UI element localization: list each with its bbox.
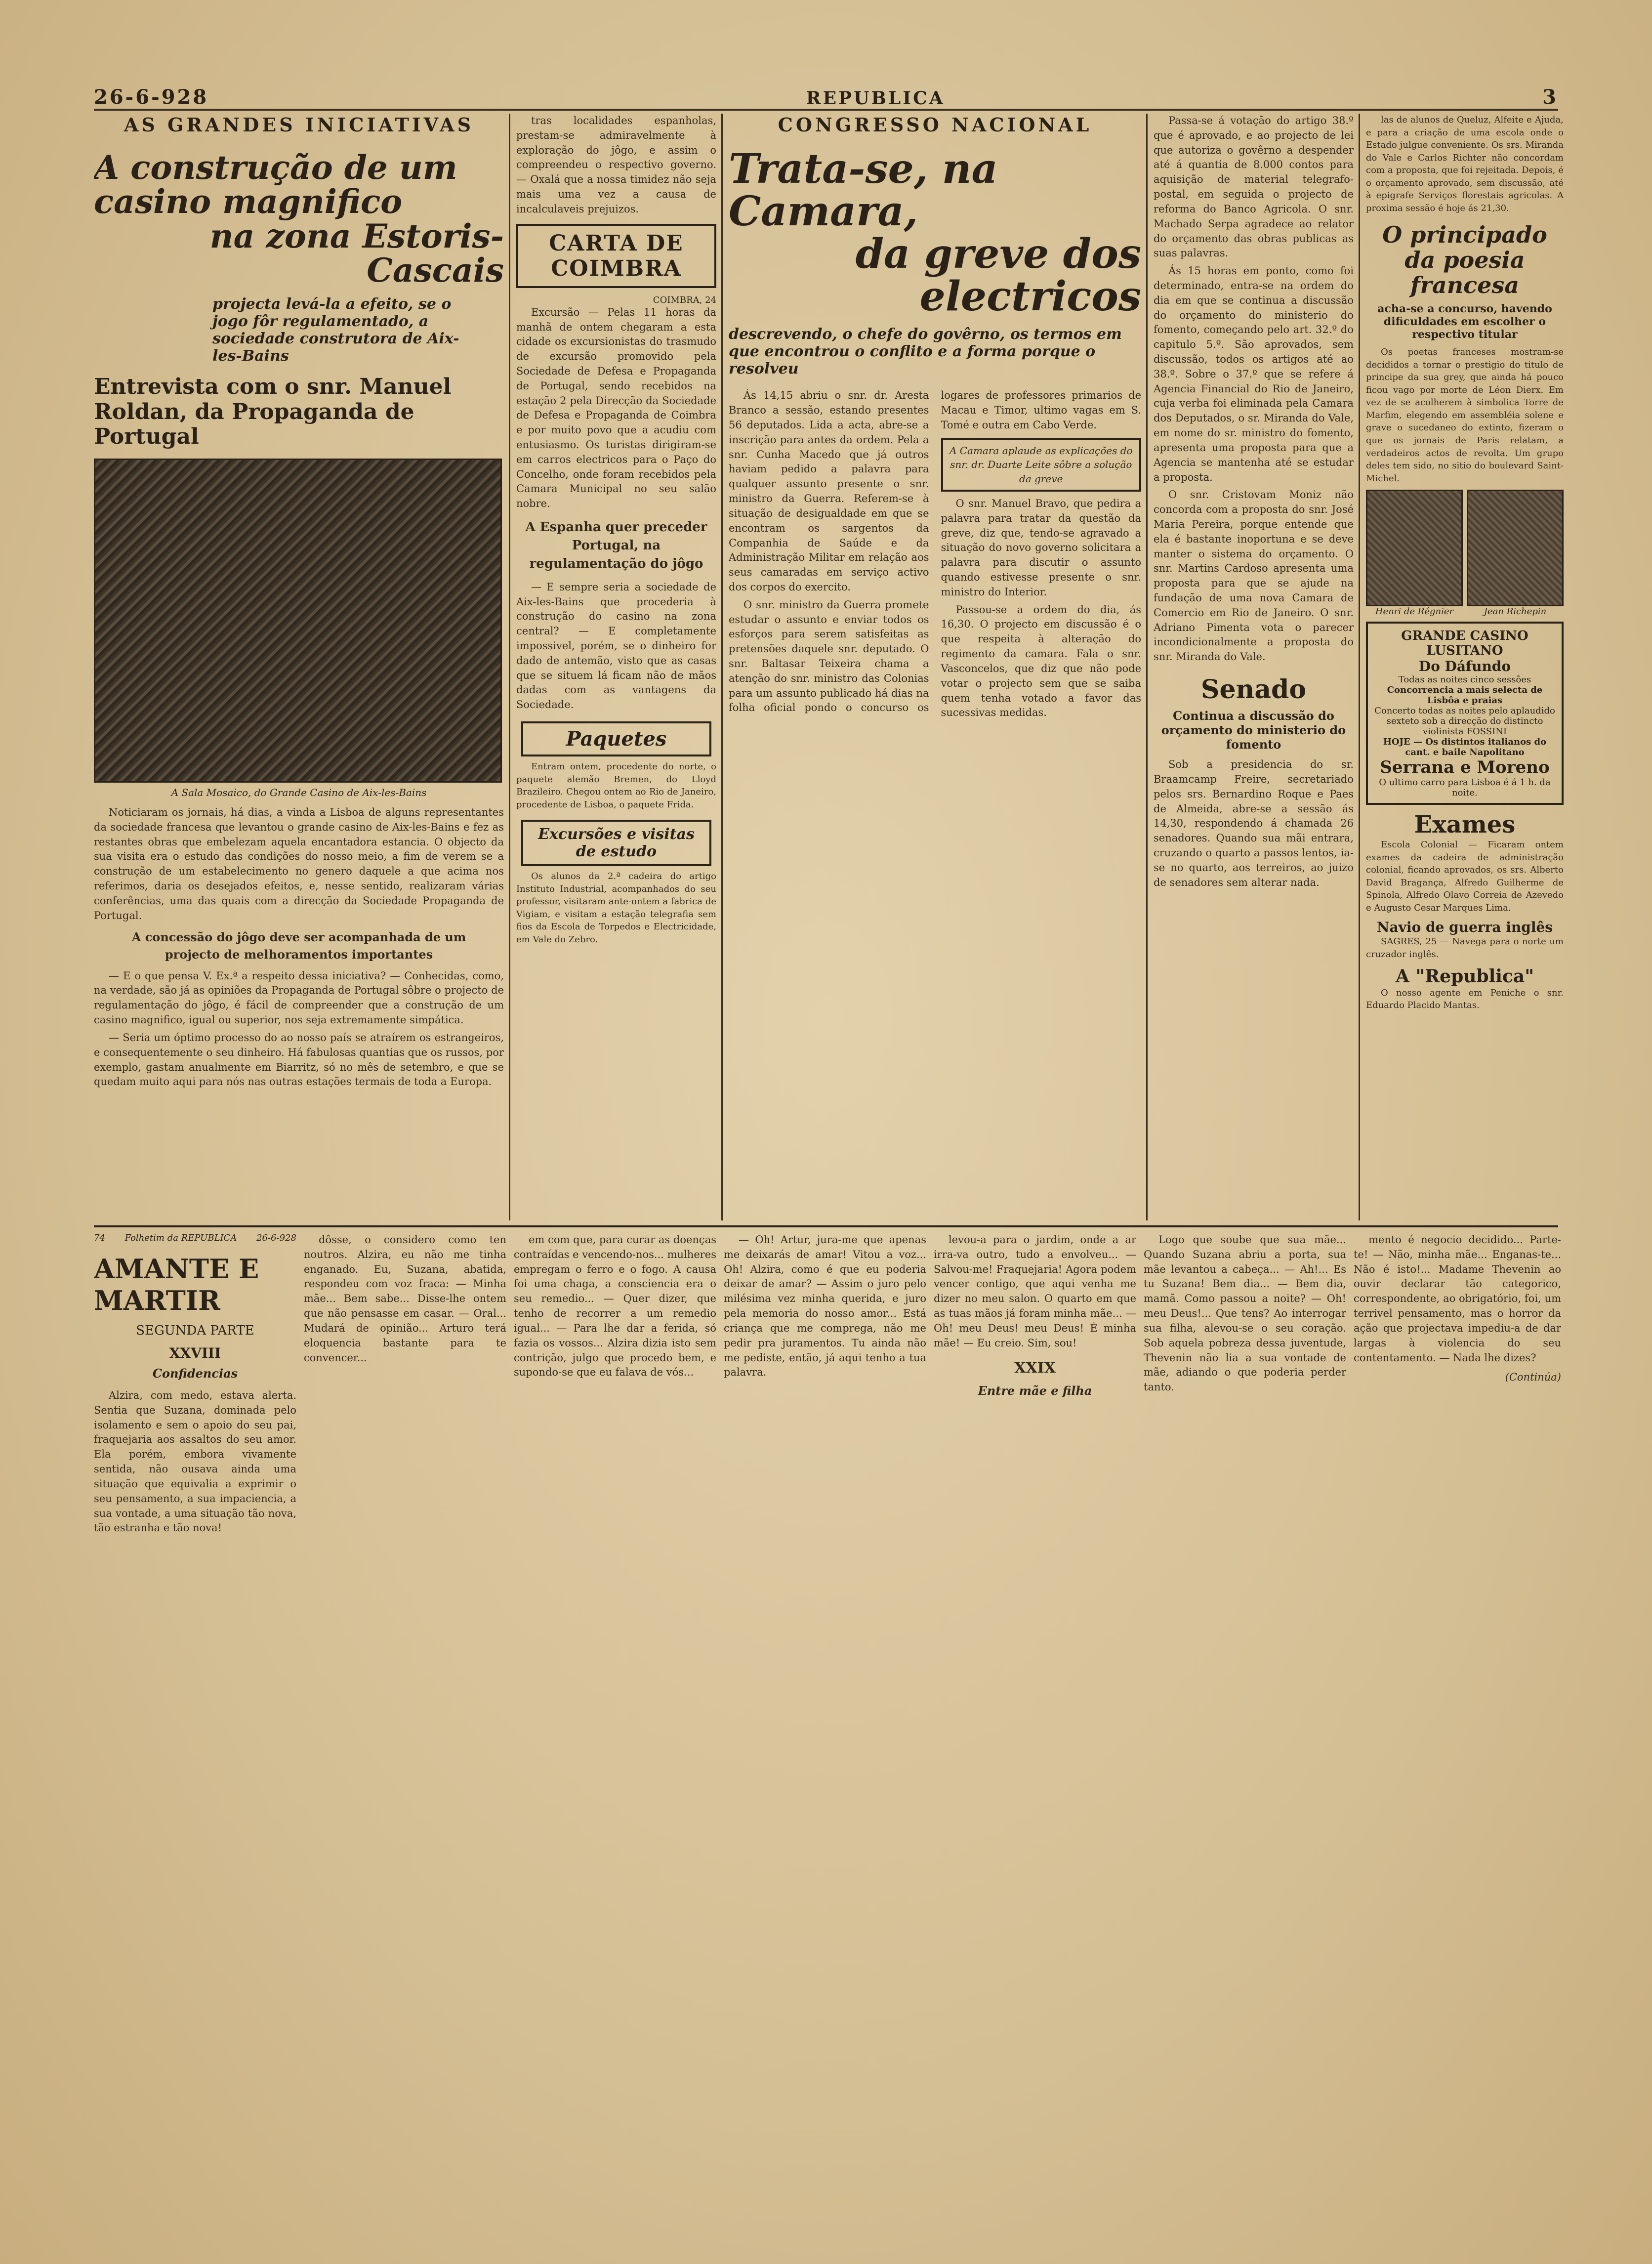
subhead: A concessão do jôgo deve ser acompanhada de um projecto de melhoramentos importantes: [131, 930, 466, 962]
folhetim-col-1: [94, 1233, 296, 1539]
column-rule: [721, 114, 723, 1220]
ad-line: Concorrencia a mais selecta de Lisbôa e praias: [1387, 685, 1543, 706]
folhetim-part: SEGUNDA PARTE: [136, 1323, 254, 1338]
senado-deck: Continua a discussão do orçamento do ministerio do fomento: [1161, 709, 1346, 752]
ad-title: GRANDE CASINO LUSITANO: [1401, 629, 1528, 659]
paragraph: Logo que soube que sua mãe... Quando Suzana abriu a porta, sua mãe levantou a cabeça... — Ah!... Es tu Suzana! Bem dia... — Bem dia, mamã. Como passou a noite? — Oh! meu Deus!... Que tens? Ao interrogar sua filha, alevou-se o seu coração. Sob aquela pobreza dessa juventude, Thevenin não lia a sua vontade de mãe, adiando o que poderia perder tanto.: [1144, 1234, 1346, 1393]
column-congresso: [729, 114, 1141, 1220]
column-rule: [1146, 114, 1148, 1220]
portrait-right: [1467, 490, 1564, 617]
subhead: A Espanha quer preceder Portugal, na regulamentação do jôgo: [525, 520, 707, 571]
paragraph: dôsse, o considero como ten noutros. Alzira, eu não me tinha enganado. Eu, Suzana, abatida, respondeu com voz fraca: — Minha mãe... Bem sabe... Disse-lhe ontem que não pensasse em casar. — Oral... Mudará de opinião... Arturo terá eloquencia bastante para te convencer...: [304, 1234, 506, 1364]
ad-line: Concerto todas as noites pelo aplaudido sexteto sob a direcção do distincto violinista FOSSINI: [1374, 706, 1555, 737]
paragraph: tras localidades espanholas, prestam-se admiravelmente à exploração do jôgo, e assim o compreendeu o respectivo governo. — Oxalá que a nossa timidez não seja mais uma vez a causa de incalculaveis prejuizos.: [516, 115, 716, 215]
paragraph: — E sempre seria a sociedade de Aix-les-Bains que procederia à construção do casino na zona central? — E completamente impossivel, porém, se o dinheiro for dado de antemão, visto que as casas que se situem lá ficam não de mãos dadas com as vantagens da Sociedade.: [516, 581, 716, 711]
folhetim-col-5: [934, 1233, 1136, 1403]
headline-line-1: Trata-se, na Camara,: [729, 145, 998, 236]
folhetim-chapter-2: XXIX: [1014, 1359, 1056, 1377]
paragraph: levou-a para o jardim, onde a ar irra-va outro, tudo a envolveu... — Salvou-me! Fraquejaria! Agora podem vencer contigo, que aqui venha me dizer no meu salon. O quarto em que as tuas mãos já foram minha mãe... — Oh! meu Deus! meu Deus! É minha mãe! — Eu creio. Sim, sou!: [934, 1234, 1136, 1349]
paragraph: — Seria um óptimo processo do ao nosso país se atraírem os estrangeiros, e consequentemente o seu dinheiro. Há fabulosas quantias que os russos, por exemplo, gastam anualmente em Biarritz, só no mês de setembro, e que se quedam muito aqui para nós nas outras estações termais de toda a Europa.: [94, 1031, 504, 1088]
paragraph: Entram ontem, procedente do norte, o paquete alemão Bremen, do Lloyd Brazileiro. Chegou ontem ao Rio de Janeiro, procedente de Lisboa, o paquete Frida.: [516, 761, 716, 810]
paragraph: Sob a presidencia do sr. Braamcamp Freire, secretariado pelos srs. Bernardino Roque e Paes de Almeida, abre-se a sessão ás 14,30, respondendo á chamada 26 senadores. Quando sua mãi entrara, cruzando o quarto a passos lentos, ia-se no quarto, aos terreiros, ao juizo de senadores sem alterar nada.: [1154, 758, 1354, 888]
paragraph: Excursão — Pelas 11 horas da manhã de ontem chegaram a esta cidade os excursionistas do trasmudo de excursão promovido pela Sociedade de Defesa e Propaganda de Portugal, sendo recebidos na estação 2 pela Direcção da Sociedade de Defesa e Propaganda de Coimbra e por muito povo que a acudiu com entusiasmo. Os turistas dirigiram-se em carros electricos para o Paço do Concelho, onde foram recebidos pela Camara Municipal no seu salão nobre.: [516, 306, 716, 510]
folhetim-header: [94, 1233, 296, 1243]
section-heading: AS GRANDES INICIATIVAS: [124, 114, 474, 136]
paragraph: mento é negocio decidido... Parte-te! — Não, minha mãe... Enganas-te... Não é isto!... Madame Thevenin ao ouvir declarar tão categorico, correspondente, ao obrigatório, foi, um terrivel pensamento, mas o horror da ação que projectava impediu-a de dar largas à violencia do seu contentamento. — Nada lhe dizes?: [1354, 1234, 1561, 1364]
ad-subtitle: Do Dáfundo: [1418, 658, 1511, 675]
paragraph: O snr. ministro da Guerra promete estudar o assunto e enviar todos os esforços para serem satisfeitas as pretensões daquele snr. deputado. O snr. Baltasar Teixeira chama a atenção do snr. ministro das Colonias para um assunto publicado há dias na folha oficial pondo o concurso os logares de professores primarios de Macau e Timor, ultimo vagas em S. Tomé e outra em Cabo Verde.: [729, 389, 1141, 714]
paragraph: SAGRES, 25 — Navega para o norte um cruzador inglês.: [1366, 936, 1564, 960]
paragraph: las de alunos de Queluz, Alfeite e Ajuda, e para a criação de uma escola onde o Estado julgue conveniente. Os srs. Miranda do Vale e Carlos Richter não concordam com a proposta, que foi rejeitada. Depois, é o orçamento aprovado, sem discussão, até à epigrafe Serviços florestais agricolas. A proxima sessão é hoje ás 21,30.: [1366, 115, 1564, 213]
headline-line-1: A construção de um casino magnifico: [94, 148, 457, 221]
masthead-date: 26-6-928: [94, 85, 209, 109]
paragraph: O nosso agente em Peniche o snr. Eduardo Placido Mantas.: [1366, 987, 1564, 1011]
column-casino-article: [94, 114, 504, 1220]
folhetim-number: 74: [94, 1233, 105, 1243]
exames-title: Exames: [1414, 811, 1516, 839]
headline-line-2: da greve dos electricos: [855, 230, 1141, 321]
deck: descrevendo, o chefe do govêrno, os termos em que encontrou o conflito e a forma porque o resolveu: [729, 326, 1122, 378]
paragraph: Ás 15 horas em ponto, como foi determinado, entra-se na ordem do dia em que se continua a discussão do orçamento do ministerio do fomento, começando pelo art. 32.º do capitulo 5.º. São aprovados, sem discussão, todos os artigos até ao 38.º. Sobre o 37.º que se refere á Agencia Financial do Rio de Janeiro, cuja verba foi eliminada pela Camara dos Deputados, o sr. Miranda do Vale, em nome do sr. ministro do fomento, apresenta uma proposta para que a Agencia se mantenha até se estudar a proposta.: [1154, 265, 1354, 483]
carta-title: CARTA DE COIMBRA: [549, 230, 684, 281]
portrait-caption: Henri de Régnier: [1375, 606, 1454, 617]
casino-advert: [1366, 622, 1564, 805]
paquetes-title: Paquetes: [566, 727, 667, 751]
folhetim-col-6: [1144, 1233, 1346, 1398]
continua-note: (Continúa): [1505, 1371, 1561, 1384]
senado-title: Senado: [1200, 674, 1307, 705]
excursoes-box: [521, 820, 711, 866]
box-caption: A Camara aplaude as explicações do snr. dr. Duarte Leite sôbre a solução da greve: [941, 438, 1142, 492]
column-coimbra: [516, 114, 716, 1220]
portrait-photo: [1467, 490, 1564, 606]
carta-title-box: [516, 224, 716, 288]
folhetim-col-7: [1354, 1233, 1561, 1385]
ad-line: HOJE — Os distintos italianos do cant. e baile Napolitano: [1383, 737, 1547, 758]
paragraph: Os alunos da 2.ª cadeira do artigo Instituto Industrial, acompanhados do seu professor, visitaram ante-ontem a fabrica de Vigiam, e visitam a estação telegrafia sem fios da Escola de Torpedos e Electricidade, em Vale do Zebro.: [516, 871, 716, 945]
portrait-photo: [1366, 490, 1463, 606]
folhetim-title: AMANTE E MARTIR: [94, 1253, 259, 1316]
paragraph: Noticiaram os jornais, há dias, a vinda a Lisboa de alguns representantes da sociedade francesa que levantou o grande casino de Aix-les-Bains e fez as restantes obras que embelezam aquela encantadora estancia. O objecto da sua visita era o estudo das condições do nosso meio, a fim de verem se a construção de um estabelecimento no genero daquele a que acima nos referimos, daria os desejados efeitos, e, nesse sentido, realizaram várias conferências, uma das quais com a direcção da Sociedade Propaganda de Portugal.: [94, 806, 504, 922]
paragraph: O snr. Manuel Bravo, que pedira a palavra para tratar da questão da greve, diz que, tendo-se agravado a situação do novo governo solicitara a palavra para discutir o assunto quando estivesse presente o snr. ministro do Interior.: [941, 497, 1141, 598]
column-rule: [1359, 114, 1360, 1220]
column-poesia: [1366, 114, 1564, 1220]
portrait-caption: Jean Richepin: [1484, 606, 1547, 617]
masthead-page-number: 3: [1542, 85, 1558, 109]
masthead-title: REPUBLICA: [806, 88, 945, 109]
casino-photo: [94, 459, 502, 783]
headline-line-2: na zona Estoris-Cascais: [209, 216, 504, 290]
paragraph: — E o que pensa V. Ex.ª a respeito dessa iniciativa? — Conhecidas, como, na verdade, são já as opiniões da Propaganda de Portugal sôbre o projecto de regulamentação do jôgo, é fácil de compreender que a construção de um casino magnifico, igual ou superior, nos seja extremamente simpática.: [94, 969, 504, 1026]
paragraph: em com que, para curar as doenças contraídas e vencendo-nos... mulheres empregam o ferro e o fogo. A causa foi uma chaga, a consciencia era o seu remedio... — Quer dizer, que tenho de recorrer a um remedio igual... — Para lhe dar a ferida, só fazia os vossos... Alzira dizia isto sem contrição, julgo que procedo bem, e supondo-se que eu falava de vós...: [514, 1234, 716, 1379]
photo-caption: A Sala Mosaico, do Grande Casino de Aix-les-Bains: [171, 786, 427, 798]
ad-stars: Serrana e Moreno: [1380, 757, 1550, 778]
column-camara-senado: [1154, 114, 1354, 1220]
folhetim-divider: [94, 1225, 1558, 1227]
paragraph: Ás 14,15 abriu o snr. dr. Aresta Branco a sessão, estando presentes 56 deputados. Lida a acta, abre-se a inscrição para antes da ordem. Pela a snr. Cunha Macedo que já outros haviam pedido a palavra para qualquer assunto presente o snr. ministro da Guerra. Referem-se à situação de desigualdade em que se encontram os sargentos da Companhia de Saúde e da Administração Militar em relação aos seus camaradas em serviço activo dos corpos do exercito.: [729, 389, 929, 593]
folhetim-section: [94, 1233, 1564, 2172]
folhetim-col-4: [724, 1233, 926, 1383]
paragraph: Escola Colonial — Ficaram ontem exames da cadeira de administração colonial, ficando aprovados, os srs. Alberto David Bragança, Alfredo Guilherme de Spinola, Alfredo Olavo Correia de Azevedo e Augusto Cesar Marques Lima.: [1366, 839, 1564, 913]
masthead: [94, 74, 1558, 111]
paragraph: Alzira, com medo, estava alerta. Sentia que Suzana, dominada pelo isolamento e sem o apoio do seu pai, fraquejaria aos assaltos do seu amor. Ela porém, embora vivamente sentida, não ousava ainda uma situação que equivalia a exprimir o seu pensamento, a sua impaciencia, a sua vontade, a uma situação tão nova, tão estranha e tão nova!: [94, 1389, 296, 1534]
folhetim-date: 26-6-928: [256, 1233, 296, 1243]
paragraph: O snr. Cristovam Moniz não concorda com a proposta do snr. José Maria Pereira, porque entende que ela é bastante inoportuna e se deve manter o sistema do orçamento. O snr. Martins Cardoso apresenta uma proposta para que se ajude na fundação de uma nova Camara de Comercio em Rio de Janeiro. O snr. Adriano Pimenta vota o parecer incondicionalmente a proposta do snr. Miranda do Vale.: [1154, 489, 1354, 663]
paragraph: Passa-se á votação do artigo 38.º que é aprovado, e ao projecto de lei que autoriza o govêrno a despender até á quantia de 8.000 contos para aquisição de material telegrafo-postal, em seguida o projecto de reforma do Banco Agricola. O snr. Machado Serpa agradece ao relator do orçamento das obras publicas as suas palavras.: [1154, 115, 1354, 259]
poesia-title: O principado da poesia francesa: [1382, 221, 1547, 298]
ad-line: Todas as noites cinco sessões: [1398, 674, 1531, 685]
section-heading: CONGRESSO NACIONAL: [778, 114, 1092, 136]
republica-title: A "Republica": [1396, 965, 1534, 987]
paragraph: Os poetas franceses mostram-se decididos a tornar o prestigio do titulo de principe da sua grey, que ainda há pouco ficou vago por morte de Léon Dierx. Em vez de se acolherem à simbolica Torre de Marfim, elegendo em assembléia solene e grave o sucedaneo do extinto, fizeram o que os jornais de Paris relatam, a verdadeiros actos de revolta. Um grupo deles tem sido, no sitio do boulevard Saint-Michel.: [1366, 347, 1564, 484]
ad-footer: O ultimo carro para Lisboa é á 1 h. da noite.: [1379, 777, 1551, 798]
poesia-deck: acha-se a concurso, havendo dificuldades em escolher o respectivo titular: [1377, 302, 1552, 341]
folhetim-chapter: XXVIII: [169, 1345, 221, 1361]
folhetim-chapter-title: Confidencias: [152, 1366, 238, 1381]
folhetim-col-3: [514, 1233, 716, 1383]
interview-title: Entrevista com o snr. Manuel Roldan, da Propaganda de Portugal: [94, 374, 452, 450]
navio-title: Navio de guerra inglês: [1376, 919, 1553, 936]
folhetim-label: Folhetim da REPUBLICA: [124, 1233, 237, 1243]
paragraph: Passou-se a ordem do dia, ás 16,30. O projecto em discussão é o que respeita à alteração do regimento da camara. Fala o snr. Vasconcelos, que diz que não pode votar o projecto sem que se saiba quem tenha votado a favor das sucessivas medidas.: [941, 603, 1141, 719]
folhetim-chapter-title-2: Entre mãe e filha: [978, 1384, 1092, 1398]
portraits: [1366, 490, 1564, 617]
paquetes-box: [521, 721, 711, 756]
folhetim-col-2: [304, 1233, 506, 1368]
paragraph: — Oh! Artur, jura-me que apenas me deixarás de amar! Vitou a voz... Oh! Alzira, como é que eu poderia deixar de amar? — Assim o juro pelo milésima vez minha querida, e juro pela memoria do nosso amor... Está criança que me comprega, não me pedir pra juramentos. Tu ainda não me pediste, então, já aqui tenho a tua palavra.: [724, 1234, 926, 1379]
excursoes-title: Excursões e visitas de estudo: [538, 826, 695, 861]
portrait-left: [1366, 490, 1463, 617]
column-rule: [509, 114, 510, 1220]
carta-dateline: COIMBRA, 24: [653, 294, 716, 305]
deck: projecta levá-la a efeito, se o jogo fôr regulamentado, a sociedade construtora de Aix-les-Bains: [212, 295, 459, 365]
